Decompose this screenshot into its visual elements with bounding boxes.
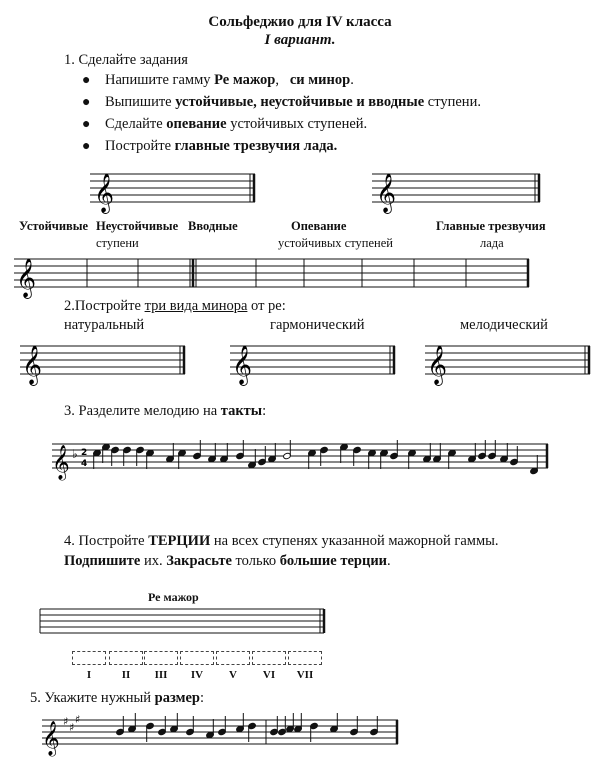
task4-line1	[64, 533, 499, 550]
bullet-icon: ●	[82, 73, 91, 88]
task3-heading	[64, 403, 266, 420]
label-ornament-sub: устойчивых ступеней	[278, 236, 393, 250]
treble-clef-icon: 𝄞	[42, 721, 60, 756]
treble-clef-icon: 𝄞	[376, 173, 397, 213]
label-unstable: Неустойчивые	[96, 219, 179, 233]
flat-icon: ♭	[72, 447, 78, 461]
task4-text: 4. Постройте	[64, 533, 149, 549]
staff-d-major	[90, 170, 260, 213]
task3-text: 3. Разделите мелодию на	[64, 403, 221, 419]
treble-clef-icon: 𝄞	[22, 345, 43, 385]
degree-cell[interactable]	[216, 651, 250, 665]
task3-bold: такты	[220, 403, 263, 419]
task1-item-3	[82, 116, 367, 133]
degree-cell[interactable]	[144, 651, 178, 665]
item-text: Сделайте	[104, 116, 167, 132]
degree-label: V	[229, 669, 237, 681]
item-bold: Ре мажор	[214, 72, 276, 88]
degree-label: VI	[262, 669, 276, 681]
task4-text: только	[231, 553, 280, 569]
degree-cell[interactable]	[109, 651, 143, 665]
task5-text: :	[199, 690, 204, 706]
label-triads-sub: лада	[480, 236, 504, 250]
degree-cell[interactable]	[288, 651, 322, 665]
item-bold: главные трезвучия лада.	[174, 138, 338, 154]
label-leading: Вводные	[188, 219, 238, 233]
label-triads: Главные трезвучия	[436, 219, 546, 233]
task1-item-1	[82, 72, 354, 89]
treble-clef-icon: 𝄞	[16, 258, 37, 298]
staff-meter	[42, 712, 402, 760]
task2-text: от ре:	[247, 298, 286, 314]
label-stable: Устойчивые	[19, 219, 89, 233]
item-text: ,	[275, 72, 290, 88]
bullet-icon: ●	[82, 139, 91, 154]
degree-label: VII	[296, 669, 314, 681]
staff-thirds	[40, 606, 330, 640]
label-degrees: ступени	[96, 236, 139, 250]
staff-b-minor	[372, 170, 547, 213]
task4-line2	[64, 553, 391, 570]
degree-label: III	[154, 669, 168, 681]
task1-heading: 1. Сделайте задания	[64, 52, 188, 68]
task4-text: их.	[140, 553, 167, 569]
melody-notes	[93, 440, 539, 475]
task5-bold: размер	[154, 690, 200, 706]
task4-bold: ТЕРЦИИ	[148, 533, 211, 549]
item-text: ступени.	[424, 94, 481, 110]
staff-melodic-minor	[425, 342, 595, 385]
sharp-icon: ♯	[75, 713, 81, 726]
time-signature-bottom: 4	[81, 459, 88, 469]
sharp-icon: ♯	[63, 715, 69, 728]
item-text: .	[350, 72, 354, 88]
minor-natural-label: натуральный	[64, 317, 145, 333]
variant-title: I вариант.	[264, 32, 336, 48]
scale-label: Ре мажор	[148, 590, 199, 604]
staff-melody	[52, 438, 552, 482]
task4-text: .	[387, 553, 391, 569]
task2-text: 2.Постройте	[64, 298, 145, 314]
item-text: Выпишите	[104, 94, 176, 110]
degree-label: II	[121, 669, 131, 681]
task4-bold: Закрасьте	[166, 553, 232, 569]
task3-text: :	[262, 403, 267, 419]
bullet-icon: ●	[82, 117, 91, 132]
treble-clef-icon: 𝄞	[94, 173, 115, 213]
staff-natural-minor	[20, 342, 190, 385]
degree-cell[interactable]	[72, 651, 106, 665]
task1-item-4	[82, 138, 337, 155]
item-text: Напишите гамму	[104, 72, 215, 88]
item-bold: си минор	[289, 72, 351, 88]
sharp-icon: ♯	[69, 721, 75, 734]
label-ornament: Опевание	[291, 219, 347, 233]
degree-cell[interactable]	[252, 651, 286, 665]
bullet-icon: ●	[82, 95, 91, 110]
task2-heading	[64, 298, 286, 315]
item-bold: устойчивые, неустойчивые и вводные	[175, 94, 425, 110]
page-title: Сольфеджио для IV класса	[208, 14, 392, 30]
item-text: устойчивых ступеней.	[226, 116, 368, 132]
task5-heading	[30, 690, 204, 707]
task4-text: на всех ступенях указанной мажорной гаммы.	[210, 533, 499, 549]
degree-label: I	[86, 669, 92, 681]
minor-harmonic-label: гармонический	[270, 317, 365, 333]
staff-harmonic-minor	[230, 342, 400, 385]
treble-clef-icon: 𝄞	[427, 345, 448, 385]
task2-underlined: три вида минора	[144, 298, 248, 314]
task4-bold: большие терции	[279, 553, 388, 569]
task1-item-2	[82, 94, 481, 111]
task5-text: 5. Укажите нужный	[30, 690, 155, 706]
minor-melodic-label: мелодический	[460, 317, 548, 333]
item-bold: опевание	[166, 116, 227, 132]
item-text: Постройте	[104, 138, 175, 154]
treble-clef-icon: 𝄞	[232, 345, 253, 385]
task4-bold: Подпишите	[64, 553, 141, 569]
degree-label: IV	[190, 669, 204, 681]
treble-clef-icon: 𝄞	[52, 445, 70, 480]
degree-cell[interactable]	[180, 651, 214, 665]
staff-degrees	[14, 255, 534, 298]
time-signature-top: 2	[81, 448, 88, 458]
